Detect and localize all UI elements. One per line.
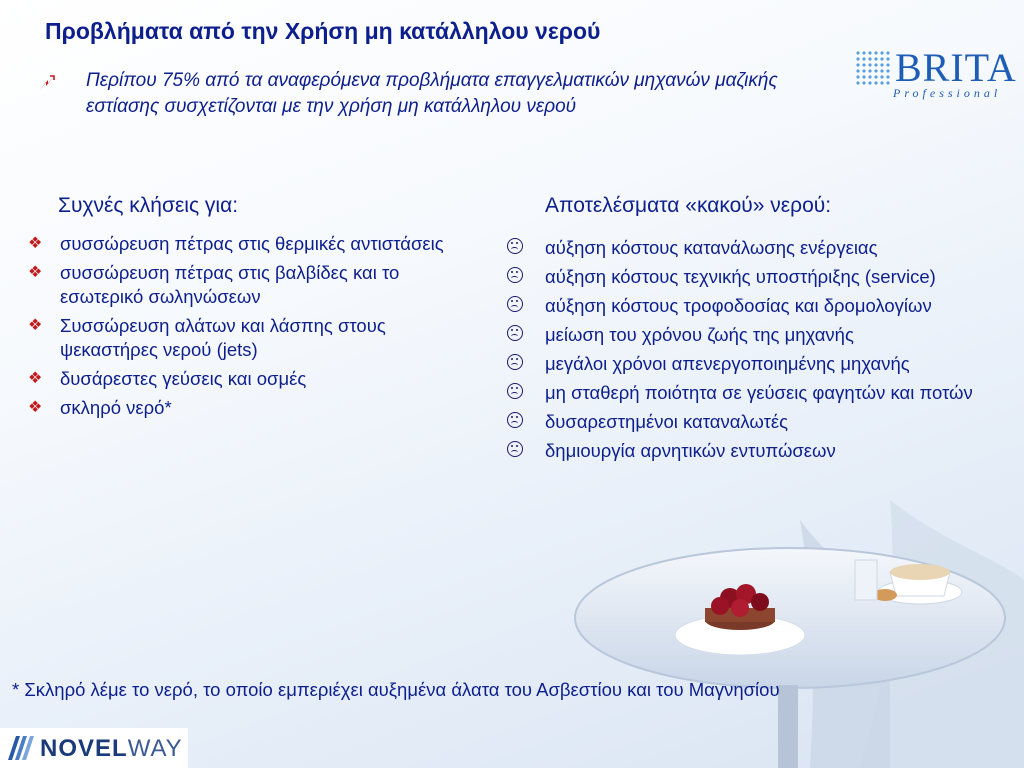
list-item bbox=[505, 236, 1005, 260]
list-item-text: συσσώρευση πέτρας στις θερμικές αντιστάσεις bbox=[60, 233, 444, 254]
list-item bbox=[505, 294, 1005, 318]
list-item bbox=[28, 396, 468, 420]
slide-title: Προβλήματα από την Χρήση μη κατάλληλου νερού bbox=[45, 18, 601, 44]
list-item-text: Συσσώρευση αλάτων και λάσπης στους ψεκαστήρες νερού (jets) bbox=[60, 315, 386, 360]
brita-name: BRITA bbox=[895, 45, 1017, 90]
intro-text: Περίπου 75% από τα αναφερόμενα προβλήματα επαγγελματικών μηχανών μαζικής εστίασης συσχετίζονται με την χρήση μη κατάλληλου νερού bbox=[86, 70, 778, 117]
novelway-text bbox=[40, 735, 183, 763]
list-item-text: αύξηση κόστους τεχνικής υποστήριξης (service) bbox=[545, 266, 936, 287]
novelway-stripes-icon bbox=[6, 734, 38, 762]
right-column-list bbox=[505, 236, 1005, 468]
list-item-text: δυσάρεστες γεύσεις και οσμές bbox=[60, 368, 307, 389]
footnote: * Σκληρό λέμε το νερό, το οποίο εμπεριέχει αυξημένα άλατα του Ασβεστίου και του Μαγνησίου bbox=[12, 679, 780, 700]
list-item-text: μη σταθερή ποιότητα σε γεύσεις φαγητών και ποτών bbox=[545, 382, 973, 403]
list-item bbox=[505, 439, 1005, 463]
list-item-text: μεγάλοι χρόνοι απενεργοποιημένης μηχανής bbox=[545, 353, 910, 374]
diamond-bullet-icon: ❖ bbox=[28, 317, 43, 334]
list-item-text: μείωση του χρόνου ζωής της μηχανής bbox=[545, 324, 854, 345]
list-item bbox=[28, 367, 468, 391]
list-item bbox=[505, 381, 1005, 405]
novelway-light: WAY bbox=[127, 735, 183, 762]
novelway-bold: NOVEL bbox=[40, 735, 128, 762]
diamond-bullet-icon: ❖ bbox=[28, 264, 43, 281]
left-column-list bbox=[28, 232, 468, 425]
list-item bbox=[505, 323, 1005, 347]
list-item-text: συσσώρευση πέτρας στις βαλβίδες και το εσωτερικό σωληνώσεων bbox=[60, 262, 400, 307]
novelway-logo bbox=[0, 728, 188, 768]
frown-face-bullet-icon bbox=[507, 238, 523, 254]
frown-face-bullet-icon bbox=[507, 441, 523, 457]
list-item bbox=[28, 261, 468, 309]
frown-face-bullet-icon bbox=[507, 354, 523, 370]
left-column-heading: Συχνές κλήσεις για: bbox=[58, 194, 239, 217]
diamond-bullet-icon: ❖ bbox=[28, 370, 43, 387]
arrow-bullet-icon bbox=[36, 72, 58, 94]
list-item-text: αύξηση κόστους κατανάλωσης ενέργειας bbox=[545, 237, 878, 258]
brita-subtitle: Professional bbox=[893, 86, 1002, 100]
list-item bbox=[28, 314, 468, 362]
list-item-text: δημιουργία αρνητικών εντυπώσεων bbox=[545, 440, 836, 461]
frown-face-bullet-icon bbox=[507, 296, 523, 312]
list-item-text: αύξηση κόστους τροφοδοσίας και δρομολογίων bbox=[545, 295, 932, 316]
list-item bbox=[505, 265, 1005, 289]
list-item bbox=[28, 232, 468, 256]
diamond-bullet-icon: ❖ bbox=[28, 399, 43, 416]
list-item-text: σκληρό νερό* bbox=[60, 397, 172, 418]
frown-face-bullet-icon bbox=[507, 412, 523, 428]
right-column-heading: Αποτελέσματα «κακού» νερού: bbox=[545, 194, 832, 217]
cafe-table-illustration bbox=[560, 500, 1024, 768]
brita-dot-grid-icon bbox=[855, 50, 891, 86]
diamond-bullet-icon: ❖ bbox=[28, 235, 43, 252]
list-item bbox=[505, 410, 1005, 434]
frown-face-bullet-icon bbox=[507, 267, 523, 283]
frown-face-bullet-icon bbox=[507, 325, 523, 341]
list-item bbox=[505, 352, 1005, 376]
list-item-text: δυσαρεστημένοι καταναλωτές bbox=[545, 411, 789, 432]
frown-face-bullet-icon bbox=[507, 383, 523, 399]
